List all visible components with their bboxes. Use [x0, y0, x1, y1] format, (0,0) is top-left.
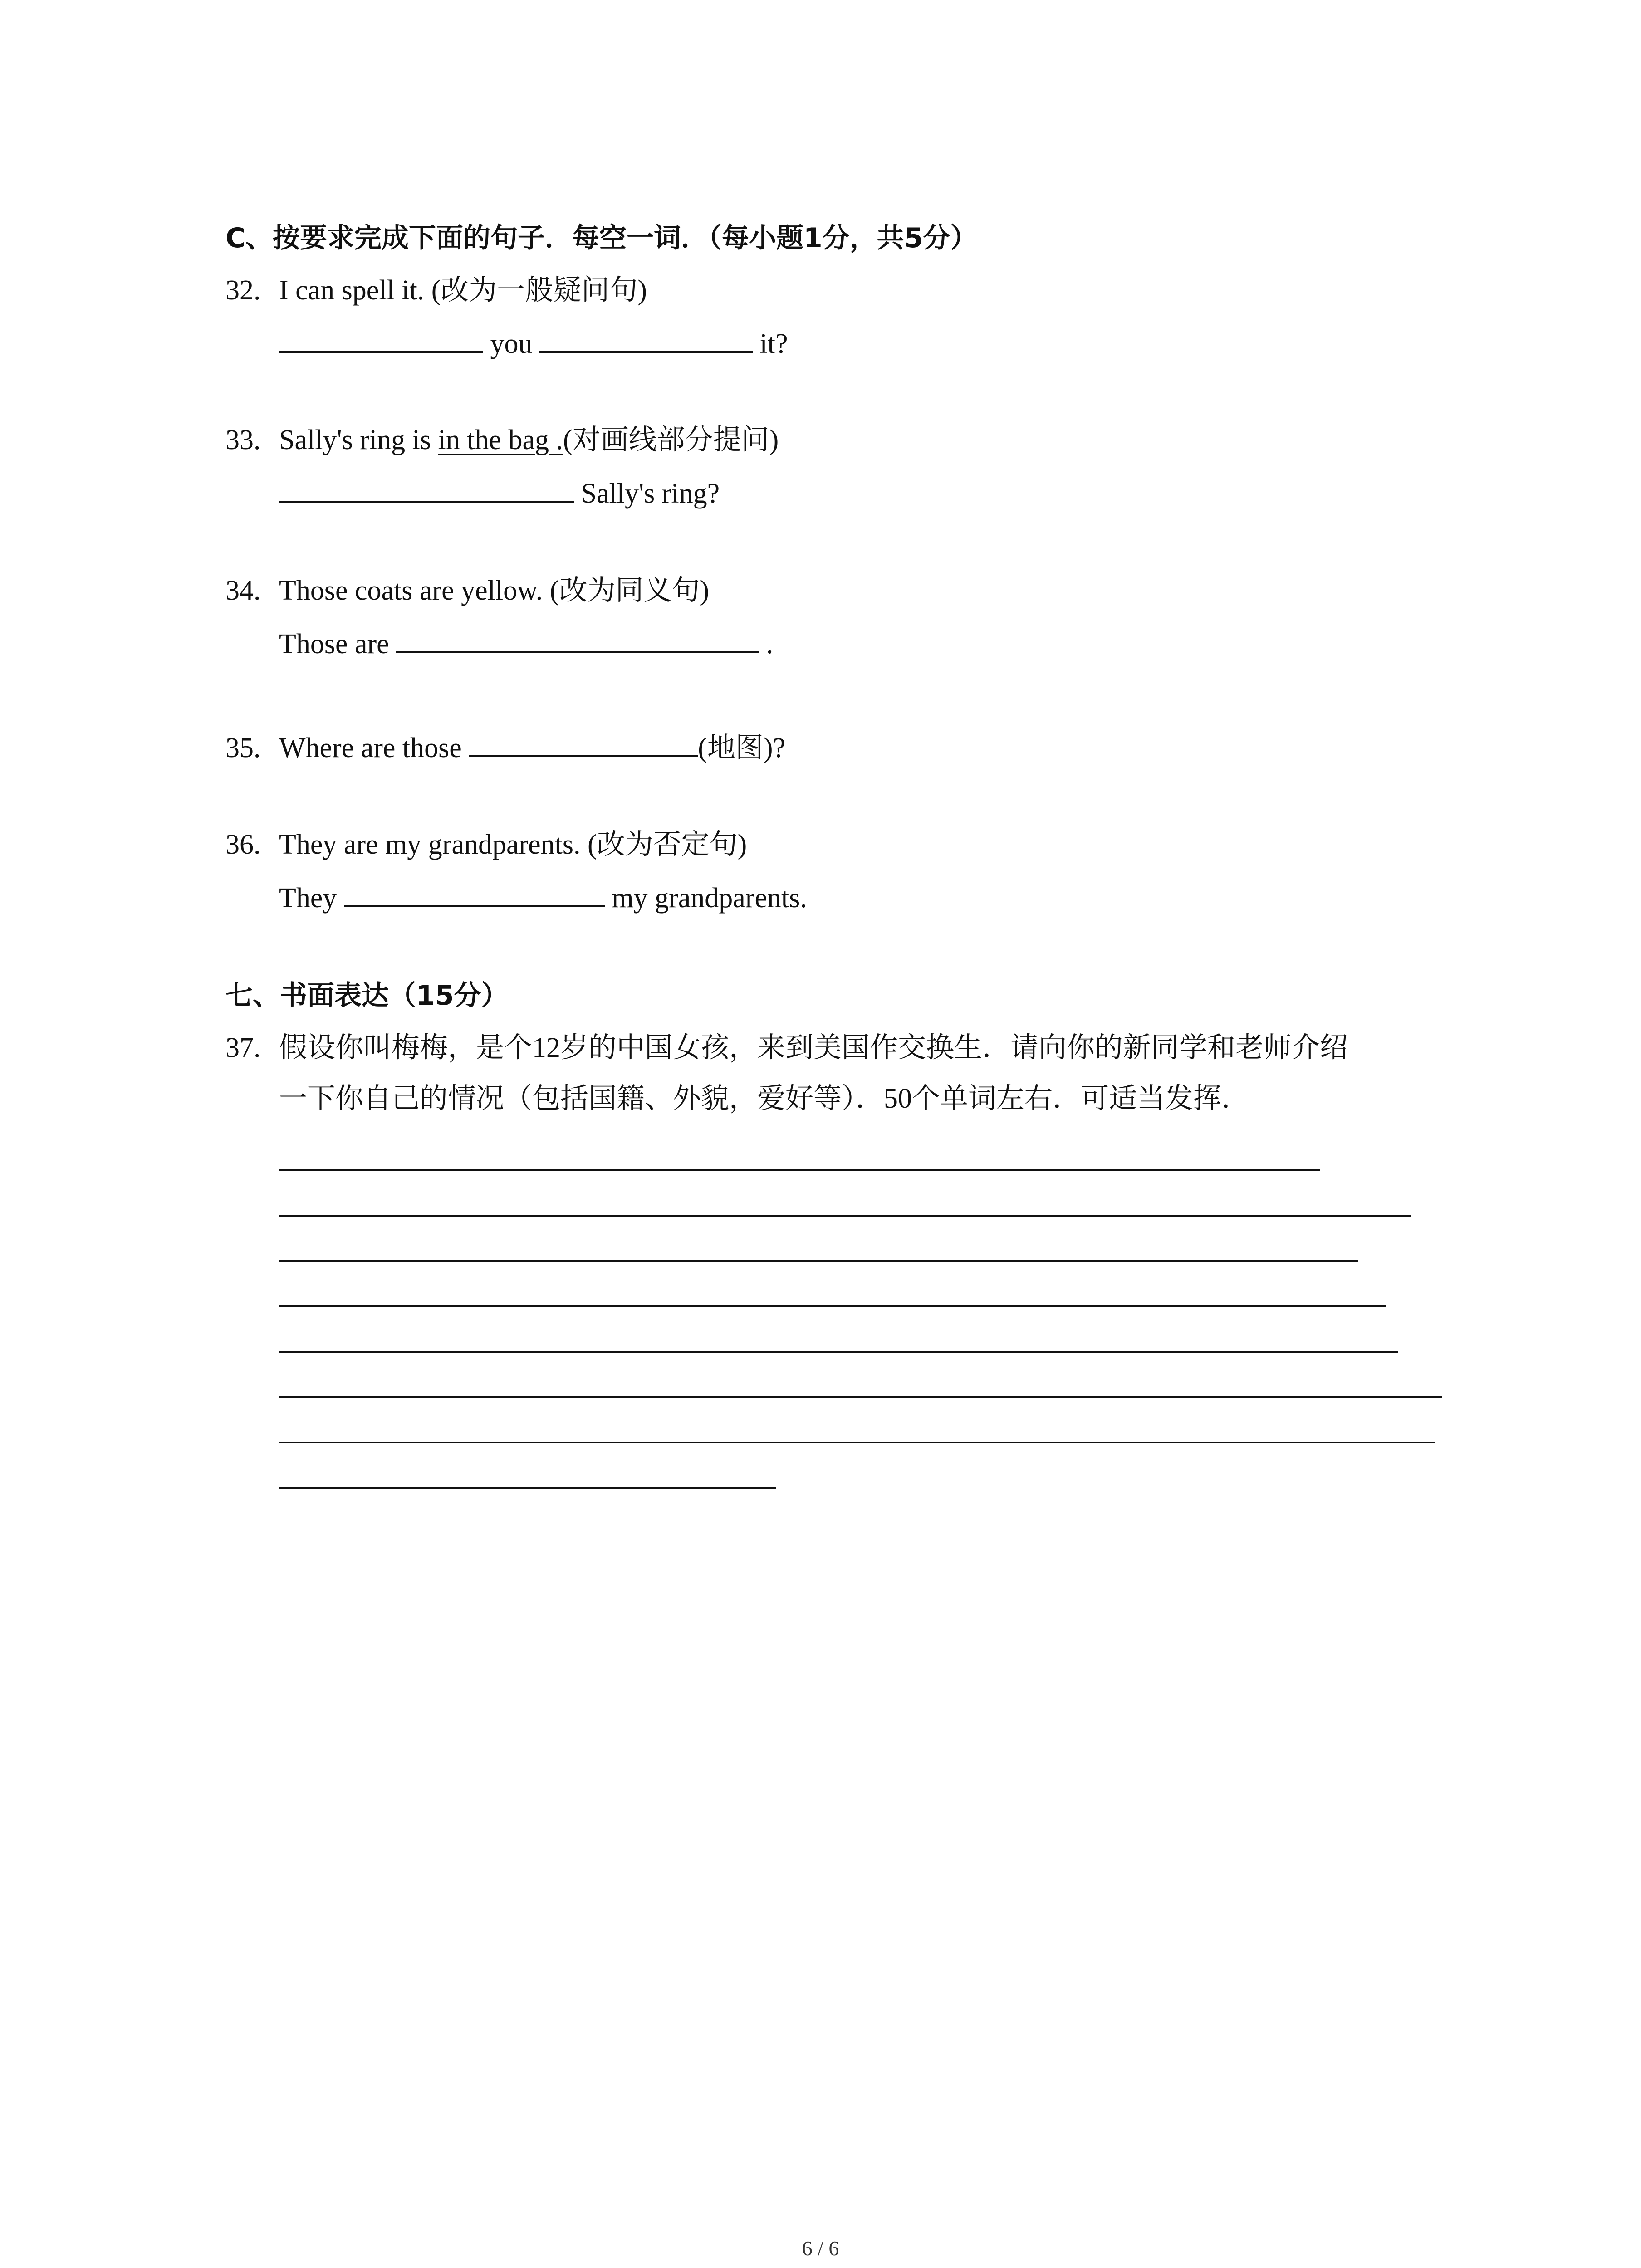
writing-line[interactable]	[279, 1169, 1320, 1171]
question-33	[225, 422, 779, 458]
answer-blank[interactable]	[344, 877, 605, 907]
writing-line[interactable]	[279, 1487, 776, 1489]
section-7-heading: 七、书面表达（15分）	[225, 980, 509, 1012]
question-number: 32.	[225, 275, 261, 306]
answer-line-36	[279, 877, 807, 916]
answer-line-34	[279, 623, 773, 662]
page-number: 6 / 6	[802, 2237, 839, 2260]
answer-text: it?	[759, 328, 788, 359]
writing-line[interactable]	[279, 1305, 1386, 1307]
writing-line[interactable]	[279, 1442, 1435, 1443]
question-prompt: They are my grandparents. (改为否定句)	[279, 829, 747, 860]
writing-line[interactable]	[279, 1215, 1411, 1217]
question-instruction: (对画线部分提问)	[563, 425, 779, 455]
answer-line-32	[279, 323, 788, 362]
question-prompt: I can spell it. (改为一般疑问句)	[279, 275, 647, 306]
answer-blank[interactable]	[279, 473, 574, 503]
answer-blank[interactable]	[539, 323, 753, 353]
question-prompt: Sally's ring is	[279, 425, 438, 455]
question-37-continued	[279, 1080, 1249, 1117]
answer-text: you	[490, 328, 533, 359]
answer-blank[interactable]	[469, 727, 698, 757]
question-number: 35.	[225, 733, 261, 763]
question-prompt-line-2: 一下你自己的情况（包括国籍、外貌，爱好等）．50个单词左右．可适当发挥．	[279, 1083, 1250, 1114]
answer-text: .	[766, 629, 774, 660]
question-35	[225, 727, 785, 766]
answer-text: They	[279, 883, 337, 914]
underlined-phrase: in the bag .	[438, 425, 563, 455]
question-prompt-line-1: 假设你叫梅梅，是个12岁的中国女孩，来到美国作交换生．请向你的新同学和老师介绍	[279, 1032, 1348, 1063]
answer-text: my grandparents.	[612, 883, 807, 914]
question-number: 33.	[225, 425, 261, 455]
section-c-heading: C、按要求完成下面的句子．每空一词．（每小题1分，共5分）	[225, 222, 978, 254]
question-32	[225, 272, 647, 308]
writing-line[interactable]	[279, 1260, 1358, 1262]
answer-text: Sally's ring?	[581, 478, 720, 509]
answer-text: Those are	[279, 629, 389, 660]
answer-blank[interactable]	[279, 323, 483, 353]
question-number: 34.	[225, 575, 261, 606]
writing-line[interactable]	[279, 1396, 1442, 1398]
question-prompt: Those coats are yellow. (改为同义句)	[279, 575, 710, 606]
answer-line-33	[279, 473, 720, 512]
writing-line[interactable]	[279, 1351, 1398, 1353]
question-prompt: Where are those	[279, 733, 462, 763]
question-number: 37.	[225, 1032, 261, 1063]
question-36	[225, 826, 747, 863]
question-hint: (地图)?	[698, 733, 786, 763]
question-34	[225, 572, 709, 609]
question-number: 36.	[225, 829, 261, 860]
answer-blank[interactable]	[396, 623, 759, 653]
question-37	[225, 1030, 1348, 1066]
